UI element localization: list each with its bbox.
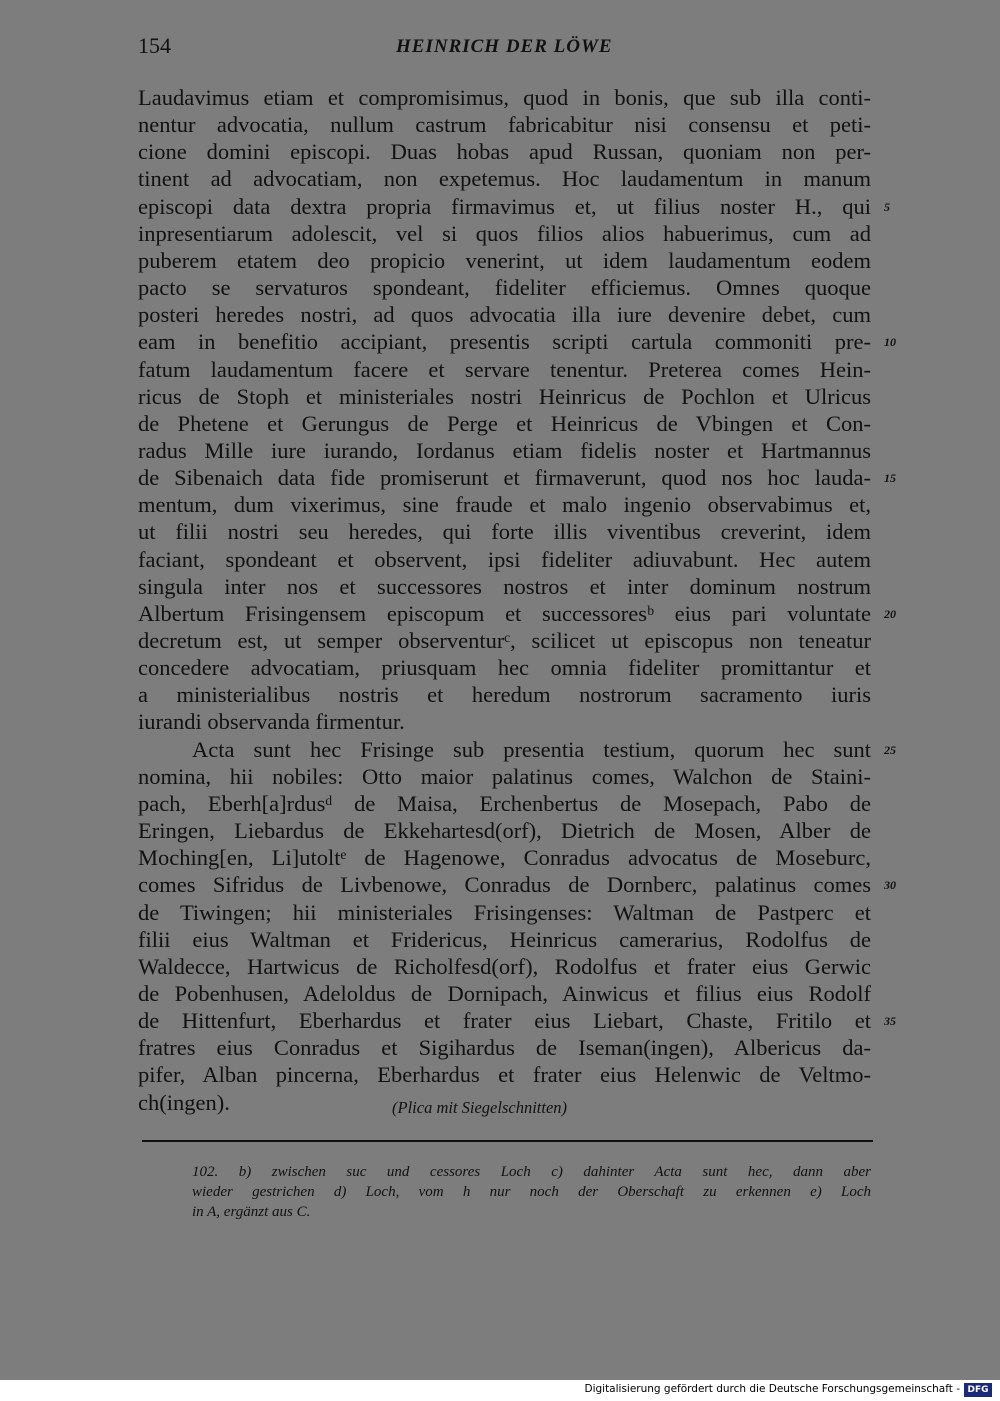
body-line: inpresentiarum adolescit, vel si quos filios alios habuerimus, cum ad [138,220,871,246]
body-line: singula inter nos et successores nostros et inter dominum nostrum [138,573,871,599]
footnote-rule [142,1140,873,1142]
body-line: cione domini episcopi. Duas hobas apud Russan, quoniam non per- [138,139,871,165]
body-line: eam in benefitio accipiant, presentis scripti cartula commoniti pre- [138,329,871,355]
body-line: filii eius Waltman et Fridericus, Heinricus camerarius, Rodolfus de [138,926,871,952]
footnote-line: in A, ergänzt aus C. [192,1204,311,1220]
digitization-credit: Digitalisierung gefördert durch die Deutsche Forschungsgemeinschaft - [584,1383,960,1395]
body-line: Eringen, Liebardus de Ekkehartesd(orf), Dietrich de Mosen, Alber de [138,818,871,844]
body-line: Waldecce, Hartwicus de Richolfesd(orf), Rodolfus et frater eius Gerwic [138,953,871,979]
body-line: ut filii nostri seu heredes, qui forte illis viventibus creverint, idem [138,519,871,545]
body-line: iurandi observanda firmentur. [138,709,405,735]
body-line: radus Mille iure iurando, Iordanus etiam fidelis noster et Hartmannus [138,437,871,463]
body-line: a ministerialibus nostris et heredum nostrorum sacramento iuris [138,682,871,708]
page-number: 154 [138,33,171,58]
body-line: comes Sifridus de Livbenowe, Conradus de Dornberc, palatinus comes [138,872,871,898]
body-line: puberem etatem deo propicio venerint, ut idem laudamentum eodem [138,247,871,273]
body-line: mentum, dum vixerimus, sine fraude et malo ingenio observabimus et, [138,492,871,518]
body-line: pifer, Alban pincerna, Eberhardus et frater eius Helenwic de Veltmo- [138,1062,871,1088]
plica-note: (Plica mit Siegelschnitten) [392,1098,568,1117]
body-line: de Sibenaich data fide promiserunt et firmaverunt, quod nos hoc lauda- [138,465,871,491]
body-line: faciant, spondeant et observent, ipsi fideliter adiuvabunt. Hec autem [138,546,871,572]
body-line: Acta sunt hec Frisinge sub presentia testium, quorum hec sunt [192,736,871,762]
body-line: fatum laudamentum facere et servare tenentur. Preterea comes Hein- [138,356,871,382]
body-line: ch(ingen). [138,1089,230,1115]
body-line: pach, Eberh[a]rdusᵈ de Maisa, Erchenbertus de Mosepach, Pabo de [138,790,871,816]
body-line: nentur advocatia, nullum castrum fabricabitur nisi consensu et peti- [138,112,871,138]
body-line: de Hittenfurt, Eberhardus et frater eius Liebart, Chaste, Fritilo et [138,1008,871,1034]
footnote-line: 102. b) zwischen suc und cessores Loch c) dahinter Acta sunt hec, dann aber [192,1164,871,1180]
body-line: decretum est, ut semper observenturᶜ, scilicet ut episcopus non teneatur [138,628,871,653]
footer-strip [0,1380,1000,1401]
running-title: HEINRICH DER LÖWE [396,36,613,57]
body-line: pacto se servaturos spondeant, fideliter efficiemus. Omnes quoque [138,275,871,301]
footnote-line: wieder gestrichen d) Loch, vom h nur noch der Oberschaft zu erkennen e) Loch [192,1184,871,1200]
margin-line-number: 35 [884,1014,896,1029]
body-line: de Tiwingen; hii ministeriales Frisingenses: Waltman de Pastperc et [138,899,871,925]
margin-line-number: 10 [884,335,896,350]
body-line: posteri heredes nostri, ad quos advocatia illa iure devenire debet, cum [138,302,871,328]
margin-line-number: 5 [884,199,890,214]
body-line: ricus de Stoph et ministeriales nostri Heinricus de Pochlon et Ulricus [138,383,871,409]
margin-line-number: 20 [884,606,896,621]
body-line: concedere advocatiam, priusquam hec omnia fideliter promittantur et [138,655,871,681]
body-line: nomina, hii nobiles: Otto maior palatinus comes, Walchon de Staini- [138,763,871,789]
margin-line-number: 25 [884,742,896,757]
body-line: tinent ad advocatiam, non expetemus. Hoc laudamentum in manum [138,166,871,192]
body-line: Albertum Frisingensem episcopum et successoresᵇ eius pari voluntate [138,600,871,626]
body-line: episcopi data dextra propria firmavimus et, ut filius noster H., qui [138,193,871,219]
dfg-logo: DFG [964,1383,992,1397]
body-line: fratres eius Conradus et Sigihardus de Iseman(ingen), Albericus da- [138,1035,871,1061]
margin-line-number: 15 [884,471,896,486]
body-line: de Phetene et Gerungus de Perge et Heinricus de Vbingen et Con- [138,410,871,436]
body-line: Laudavimus etiam et compromisimus, quod in bonis, que sub illa conti- [138,85,871,110]
margin-line-number: 30 [884,878,896,893]
body-line: de Pobenhusen, Adeloldus de Dornipach, Ainwicus et filius eius Rodolf [138,980,871,1006]
body-line: Moching[en, Li]utoltᵉ de Hagenowe, Conradus advocatus de Moseburc, [138,845,871,871]
